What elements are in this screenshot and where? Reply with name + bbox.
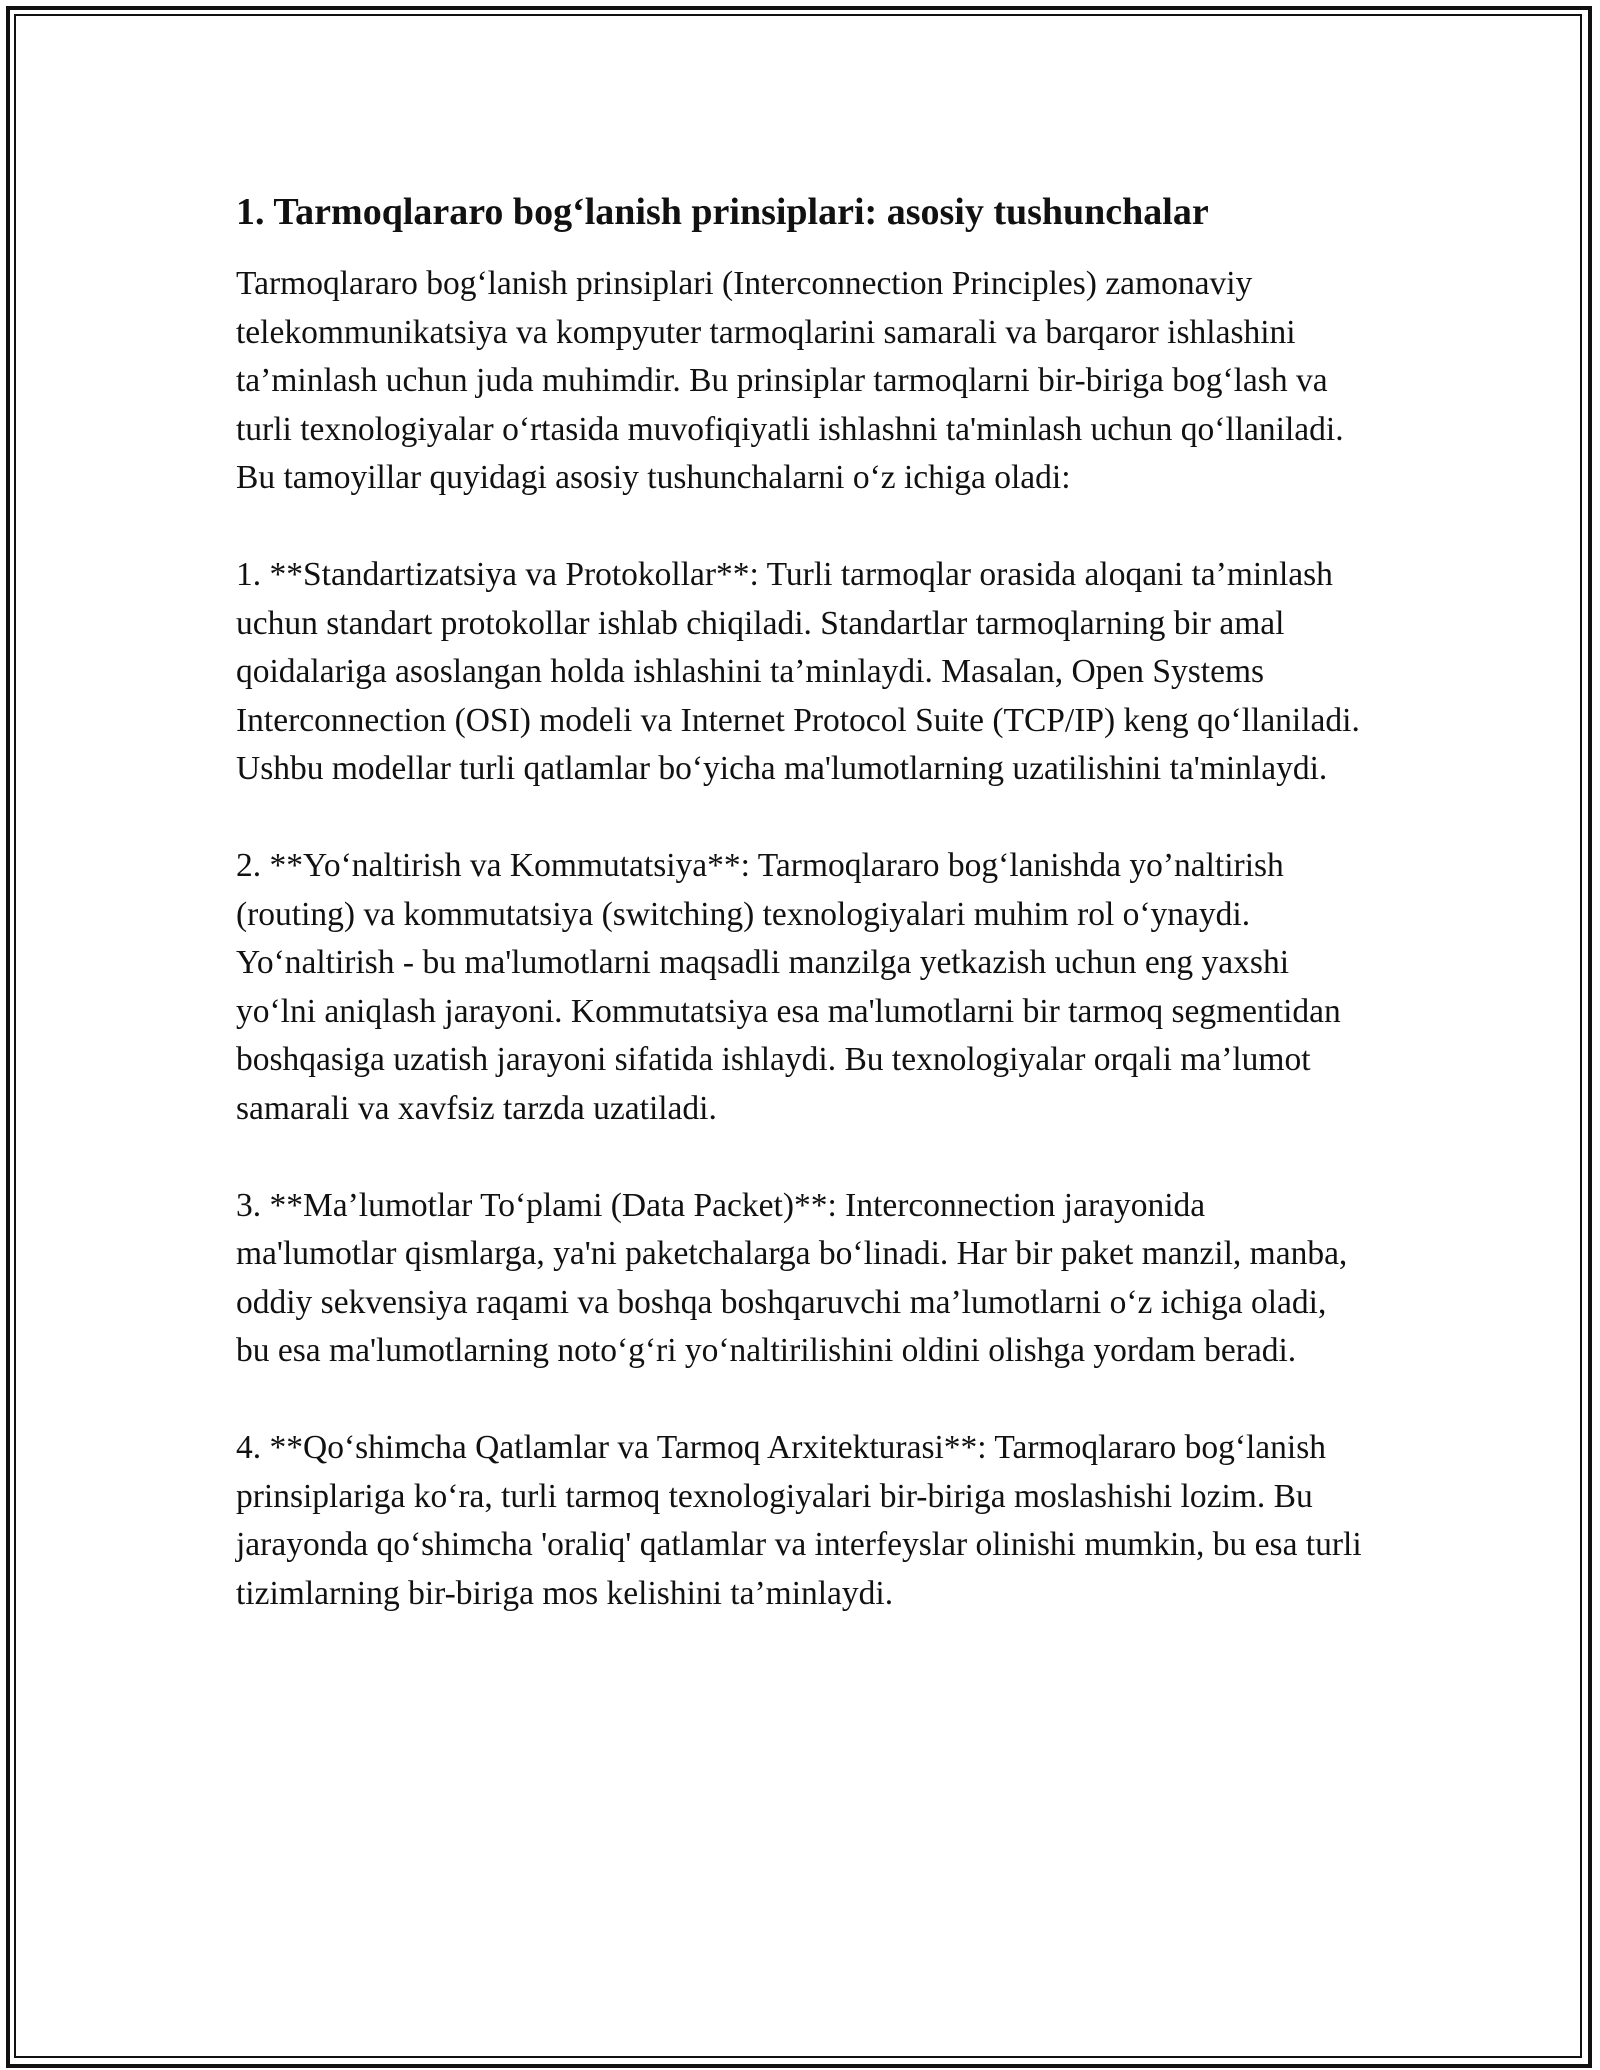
document-body [236, 186, 1364, 1667]
paragraph-data-packet: 3. **Ma’lumotlar To‘plami (Data Packet)**: Interconnection jarayonida ma'lumotlar qismlarga, ya'ni paketchalarga bo‘linadi. Har bir paket manzil, manba, oddiy sekvensiya raqami va boshqa boshqaruvchi ma’lumotlarni o‘z ichiga oladi, bu esa ma'lumotlarning noto‘g‘ri yo‘naltirilishini oldini olishga yordam beradi. [236, 1186, 1348, 1369]
paragraph-routing-switching: 2. **Yo‘naltirish va Kommutatsiya**: Tarmoqlararo bog‘lanishda yo’naltirish (routing) va kommutatsiya (switching) texnologiyalari muhim rol o‘ynaydi. Yo‘naltirish - bu ma'lumotlarni maqsadli manzilga yetkazish uchun eng yaxshi yo‘lni aniqlash jarayoni. Kommutatsiya esa ma'lumotlarni bir tarmoq segmentidan boshqasiga uzatish jarayoni sifatida ishlaydi. Bu texnologiyalar orqali ma’lumot samarali va xavfsiz tarzda uzatiladi. [236, 847, 1341, 1127]
section-title: 1. Tarmoqlararo bog‘lanish prinsiplari: asosiy tushunchalar [236, 191, 1209, 233]
intro-paragraph: Tarmoqlararo bog‘lanish prinsiplari (Interconnection Principles) zamonaviy telekommunikatsiya va kompyuter tarmoqlarini samarali va barqaror ishlashini ta’minlash uchun juda muhimdir. Bu prinsiplar tarmoqlarni bir-biriga bog‘lash va turli texnologiyalar o‘rtasida muvofiqiyatli ishlashni ta'minlash uchun qo‘llaniladi. Bu tamoyillar quyidagi asosiy tushunchalarni o‘z ichiga oladi: [236, 265, 1344, 496]
paragraph-standardization: 1. **Standartizatsiya va Protokollar**: Turli tarmoqlar orasida aloqani ta’minlash uchun standart protokollar ishlab chiqiladi. Standartlar tarmoqlarning bir amal qoidalariga asoslangan holda ishlashini ta’minlaydi. Masalan, Open Systems Interconnection (OSI) modeli va Internet Protocol Suite (TCP/IP) keng qo‘llaniladi. Ushbu modellar turli qatlamlar bo‘yicha ma'lumotlarning uzatilishini ta'minlaydi. [236, 556, 1360, 787]
paragraph-network-architecture: 4. **Qo‘shimcha Qatlamlar va Tarmoq Arxitekturasi**: Tarmoqlararo bog‘lanish prinsiplariga ko‘ra, turli tarmoq texnologiyalari bir-biriga moslashishi lozim. Bu jarayonda qo‘shimcha 'oraliq' qatlamlar va interfeyslar olinishi mumkin, bu esa turli tizimlarning bir-biriga mos kelishini ta’minlaydi. [236, 1429, 1362, 1612]
